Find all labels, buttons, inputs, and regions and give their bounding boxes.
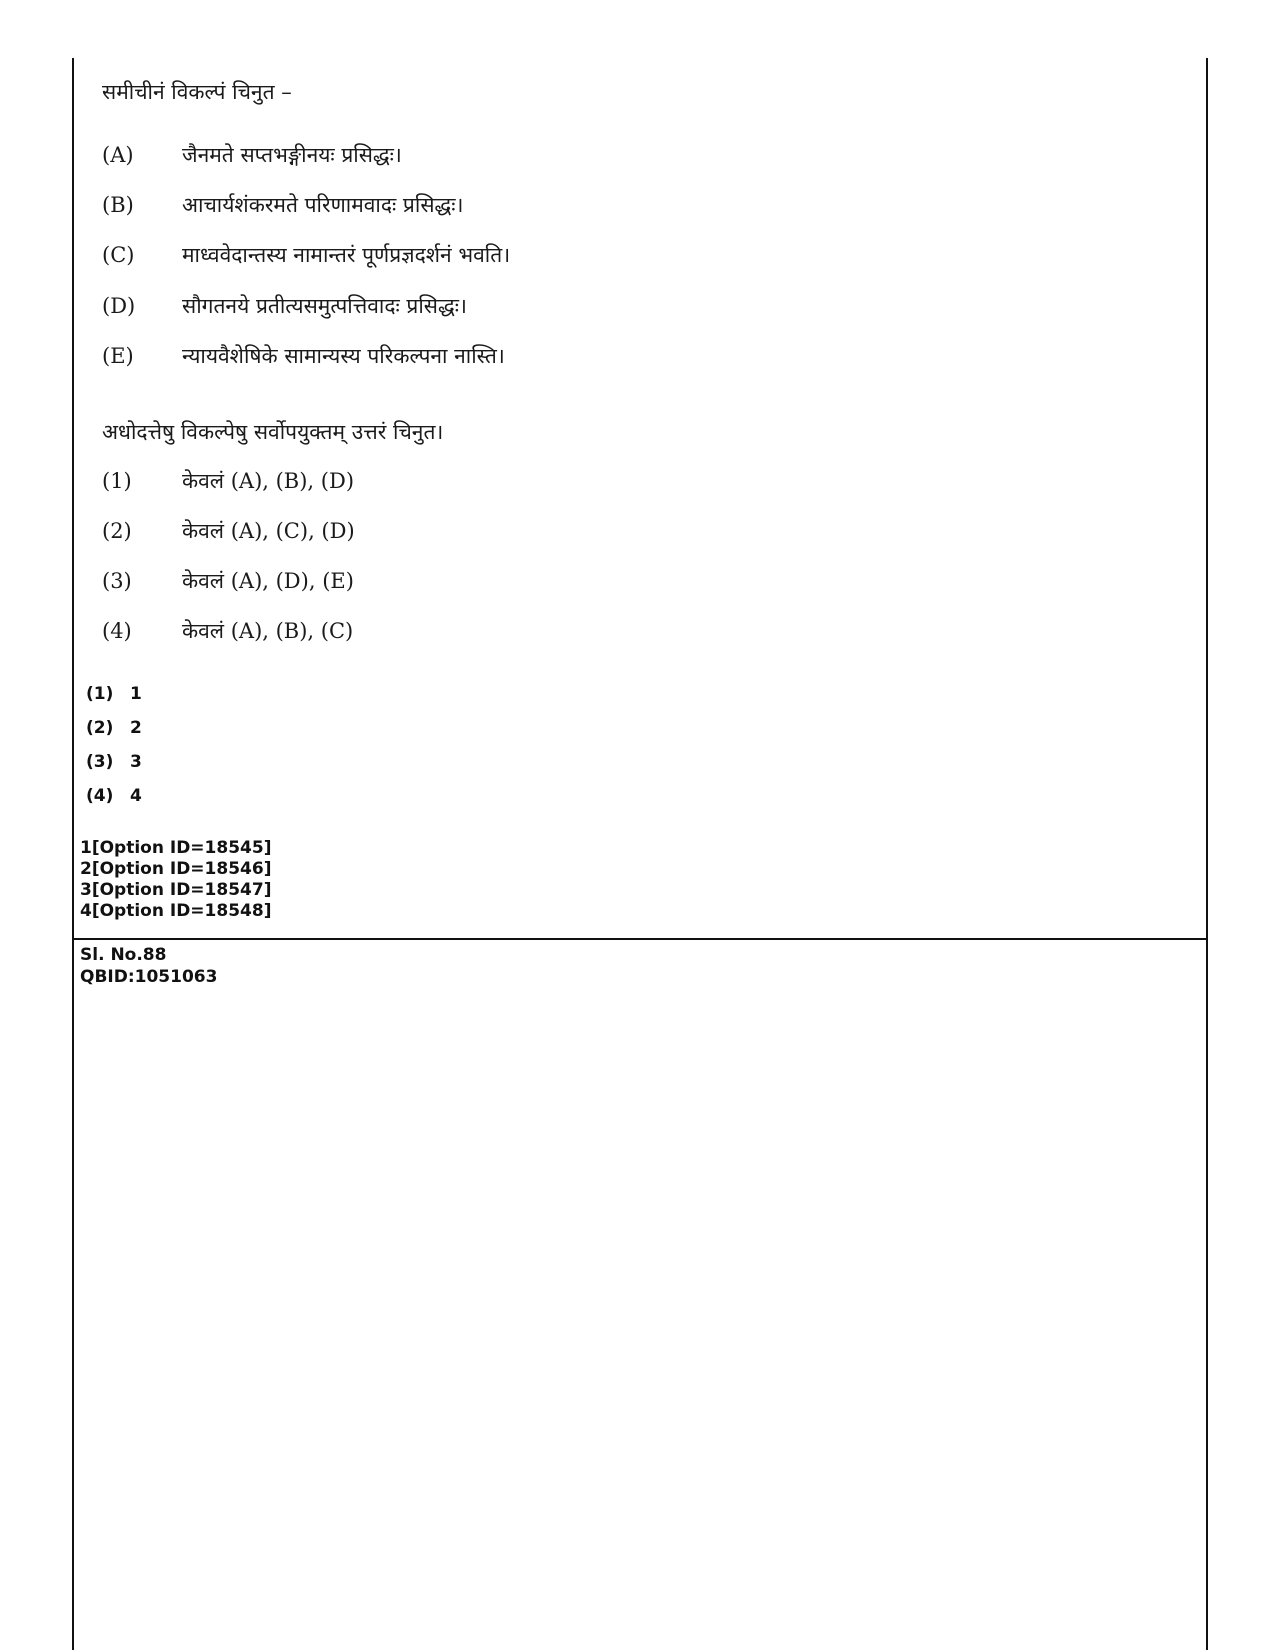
answer-option-value: 2 xyxy=(130,718,142,738)
choice-2 xyxy=(102,516,355,546)
statement-a xyxy=(102,140,402,170)
choice-text: केवलं (A), (B), (D) xyxy=(182,469,355,493)
choice-label: (1) xyxy=(102,469,132,493)
question-divider xyxy=(72,938,1208,940)
frame-right-border xyxy=(1206,58,1208,1650)
answer-option-value: 3 xyxy=(130,752,142,772)
answer-option-value: 1 xyxy=(130,684,142,704)
choice-label: (3) xyxy=(102,569,132,593)
choice-text: केवलं (A), (B), (C) xyxy=(182,619,354,643)
answer-option-1 xyxy=(86,684,142,704)
option-id-4: 4[Option ID=18548] xyxy=(80,901,272,921)
option-id-2: 2[Option ID=18546] xyxy=(80,859,272,879)
statement-d xyxy=(102,291,467,321)
statement-text: न्यायवैशेषिके सामान्यस्य परिकल्पना नास्ति। xyxy=(182,344,505,368)
choice-4 xyxy=(102,616,353,646)
answer-option-label: (4) xyxy=(86,786,114,806)
question-instruction: समीचीनं विकल्पं चिनुत – xyxy=(102,80,292,104)
statement-c xyxy=(102,240,510,270)
statement-label: (A) xyxy=(102,143,134,167)
statement-label: (E) xyxy=(102,344,134,368)
statement-label: (B) xyxy=(102,193,134,217)
answer-option-4 xyxy=(86,786,142,806)
answer-option-3 xyxy=(86,752,142,772)
option-id-3: 3[Option ID=18547] xyxy=(80,880,272,900)
answer-option-label: (2) xyxy=(86,718,114,738)
choice-label: (4) xyxy=(102,619,132,643)
statement-text: आचार्यशंकरमते परिणामवादः प्रसिद्धः। xyxy=(182,193,464,217)
qbid: QBID:1051063 xyxy=(80,967,218,987)
serial-number: Sl. No.88 xyxy=(80,945,167,965)
choice-3 xyxy=(102,566,354,596)
statement-label: (D) xyxy=(102,294,136,318)
answer-option-label: (1) xyxy=(86,684,114,704)
statement-label: (C) xyxy=(102,243,135,267)
statement-text: सौगतनये प्रतीत्यसमुत्पत्तिवादः प्रसिद्धः। xyxy=(182,294,467,318)
statement-text: जैनमते सप्तभङ्गीनयः प्रसिद्धः। xyxy=(182,143,402,167)
answer-option-value: 4 xyxy=(130,786,142,806)
statement-e xyxy=(102,341,505,371)
statement-b xyxy=(102,190,464,220)
choice-1 xyxy=(102,466,354,496)
answer-option-2 xyxy=(86,718,142,738)
answer-option-label: (3) xyxy=(86,752,114,772)
choice-label: (2) xyxy=(102,519,132,543)
question-prompt: अधोदत्तेषु विकल्पेषु सर्वोपयुक्तम् उत्तरं चिनुत। xyxy=(102,420,444,444)
choice-text: केवलं (A), (C), (D) xyxy=(182,519,355,543)
choice-text: केवलं (A), (D), (E) xyxy=(182,569,354,593)
option-id-1: 1[Option ID=18545] xyxy=(80,838,272,858)
frame-left-border xyxy=(72,58,74,1650)
statement-text: माध्ववेदान्तस्य नामान्तरं पूर्णप्रज्ञदर्शनं भवति। xyxy=(182,243,511,267)
